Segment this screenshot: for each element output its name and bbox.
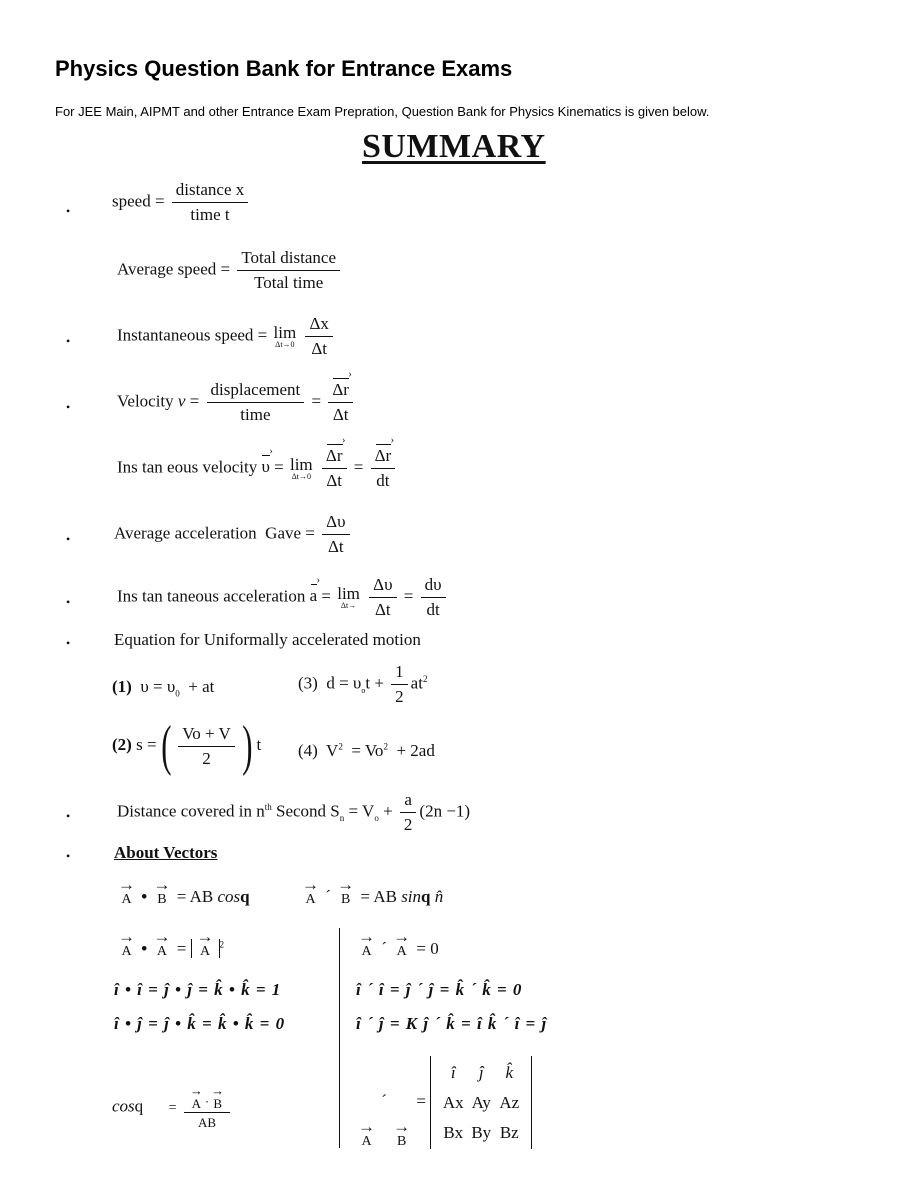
vector-a <box>118 928 135 959</box>
vector-r: Δr › <box>375 446 392 466</box>
arrow-icon: → <box>118 927 135 946</box>
denominator: dt <box>426 600 440 619</box>
fraction <box>322 512 349 557</box>
matrix-cell: Az <box>499 1092 520 1112</box>
vector-b <box>337 876 354 907</box>
vector-b <box>393 1118 410 1149</box>
formula-average-acceleration <box>114 512 353 557</box>
denominator: Δt <box>326 471 343 490</box>
arrow-icon: → <box>153 875 171 894</box>
matrix-cell: Bx <box>443 1122 464 1142</box>
arrow-icon: → <box>118 875 135 894</box>
numerator: 1 <box>391 662 408 685</box>
vector-r: Δr › <box>326 446 343 466</box>
equals: = <box>274 457 284 477</box>
equation-number: (2) <box>112 734 132 754</box>
numerator <box>328 380 353 403</box>
equals: = <box>176 939 187 958</box>
function-name: cos <box>112 1096 135 1116</box>
equation-rhs: = AB <box>360 887 397 906</box>
velocity-symbol: υ › <box>261 457 269 477</box>
formula-label-2: Second S <box>276 801 340 821</box>
limit <box>337 585 360 610</box>
matrix-cell: Bz <box>499 1122 519 1142</box>
equation-4 <box>298 741 435 761</box>
numerator: Δυ <box>369 575 396 598</box>
unit-normal: n̂ <box>434 887 444 906</box>
formula-speed <box>112 180 251 225</box>
dot-operator: • <box>141 939 148 958</box>
equation-rhs: t <box>256 734 262 754</box>
equation-lhs: V <box>326 741 339 760</box>
denominator: Δt <box>327 537 344 556</box>
subscript: o <box>374 812 379 823</box>
vector-letter: A <box>156 944 168 959</box>
dot-operator: • <box>141 887 148 906</box>
superscript: 2 <box>219 939 225 950</box>
formula-average-speed <box>117 248 343 293</box>
unit-cross-same: î ´ î = ĵ ´ ĵ = k̂ ´ k̂ = 0 <box>356 980 522 999</box>
vector-letter: B <box>157 892 167 907</box>
numerator: Δx <box>305 314 332 337</box>
formula-label: Average speed = <box>117 259 231 279</box>
numerator <box>184 1084 230 1113</box>
bullet: • <box>66 532 71 546</box>
subscript: o <box>361 685 366 695</box>
subscript: n <box>339 812 345 823</box>
bullet: • <box>66 849 71 863</box>
fraction <box>400 790 417 835</box>
numerator: a <box>400 790 417 813</box>
limit-text: lim <box>337 584 360 603</box>
arrow-icon: → <box>153 927 171 946</box>
arrow-icon: → <box>393 927 411 946</box>
cross-operator: ´ <box>381 939 387 958</box>
matrix-cell: k̂ <box>505 1063 514 1082</box>
denominator: 2 <box>395 687 404 706</box>
column-divider <box>339 928 340 1148</box>
denominator: dt <box>376 471 390 490</box>
uniform-motion-heading: Equation for Uniformally accelerated motion <box>114 630 421 649</box>
equation-3 <box>298 662 427 707</box>
vector-letter: B <box>397 1134 407 1150</box>
vector-a <box>190 1084 203 1110</box>
vector-letter: A <box>199 944 211 959</box>
vector-a <box>118 876 135 907</box>
arrow-icon: → <box>211 1083 225 1098</box>
vectors-heading: About Vectors <box>114 843 218 862</box>
subscript: 0 <box>175 688 180 699</box>
equals: = <box>168 1100 177 1116</box>
denominator: time <box>240 405 271 424</box>
equation-1 <box>112 677 214 698</box>
formula-nth-second <box>117 790 470 835</box>
vector-a <box>197 928 214 959</box>
numerator: dυ <box>421 575 446 598</box>
arrow-icon: → <box>302 875 319 894</box>
formula-label: Instantaneous speed = <box>117 325 268 345</box>
formula-label: speed = <box>112 191 165 211</box>
left-paren-icon: ( <box>160 715 171 777</box>
superscript: th <box>264 801 272 812</box>
page-subtitle: For JEE Main, AIPMT and other Entrance Exam Prepration, Question Bank for Physics Kinematics is given below. <box>55 104 710 119</box>
vector-a <box>153 928 170 959</box>
equals: = <box>311 391 322 411</box>
equation-2 <box>112 715 262 777</box>
unit-dot-same: î • î = ĵ • ĵ = k̂ • k̂ = 1 <box>114 980 281 999</box>
equation-rhs: + at <box>188 677 215 696</box>
equation-lhs: d = υ <box>326 673 362 693</box>
equals: = V <box>348 801 375 821</box>
arrow-icon: → <box>358 1117 375 1137</box>
vector-letter: A <box>396 944 407 959</box>
vector-a <box>302 876 319 907</box>
function-name: cos <box>217 887 241 906</box>
denominator: Δt <box>311 339 327 358</box>
numerator: distance x <box>172 180 248 203</box>
vector-letter: A <box>305 892 316 907</box>
vector-a <box>358 1118 375 1149</box>
equals: = <box>403 586 414 606</box>
matrix-cell: By <box>471 1122 492 1142</box>
fraction <box>305 314 332 359</box>
unit-cross-different: î ´ ĵ = K ĵ ´ k̂ = î k̂ ´ î = ĵ <box>356 1014 547 1033</box>
vector-r: Δr › <box>332 380 349 400</box>
limit <box>274 324 297 349</box>
denominator: 2 <box>202 748 211 768</box>
fraction <box>421 575 446 620</box>
limit <box>290 456 313 481</box>
vector-letter: B <box>341 892 351 907</box>
vector-letter: A <box>121 944 132 959</box>
cross-operator: ´ <box>381 1091 387 1111</box>
formula-label: Ins tan eous velocity <box>117 457 258 477</box>
bullet: • <box>66 400 71 414</box>
formula-label: Velocity <box>117 391 174 411</box>
formula-instantaneous-velocity <box>117 446 398 491</box>
equals: = <box>353 457 364 477</box>
dot-operator: · <box>204 1094 210 1109</box>
vector-letter: A <box>361 1134 372 1150</box>
limit-text: lim <box>289 455 313 474</box>
bullet: • <box>66 334 71 348</box>
angle-symbol: q <box>421 887 431 906</box>
bullet: • <box>66 595 71 609</box>
right-paren-icon: ) <box>242 715 253 777</box>
bullet: • <box>66 636 71 650</box>
denominator: time t <box>190 205 230 224</box>
denominator: Δt <box>374 600 391 619</box>
equals: = <box>189 391 200 411</box>
acceleration-symbol: Gave = <box>265 523 315 543</box>
matrix-cell: Ay <box>471 1092 491 1112</box>
vector-a <box>358 928 375 959</box>
cross-operator: ´ <box>325 887 331 906</box>
superscript: 2 <box>383 741 388 752</box>
superscript: 2 <box>338 741 343 752</box>
page-title: Physics Question Bank for Entrance Exams <box>55 56 513 81</box>
formula-velocity <box>117 380 356 425</box>
vector-letter: A <box>191 1096 202 1111</box>
plus: + <box>383 801 393 821</box>
equation-mid: = Vo <box>351 741 384 760</box>
magnitude <box>191 927 220 959</box>
matrix-cell: ĵ <box>478 1063 484 1082</box>
numerator: Δυ <box>322 512 349 535</box>
equation-lhs: υ = υ <box>140 677 176 696</box>
fraction <box>371 446 396 491</box>
time-term: t + <box>365 673 384 693</box>
cross-determinant <box>356 1056 532 1149</box>
fraction <box>237 248 340 293</box>
equation-rhs: at <box>410 673 423 693</box>
fraction <box>184 1084 230 1131</box>
formula-label: Distance covered in n <box>117 801 265 821</box>
arrow-icon: → <box>337 875 355 894</box>
unit-dot-different: î • ĵ = ĵ • k̂ = k̂ • k̂ = 0 <box>114 1014 285 1033</box>
equation-rhs: + 2ad <box>396 741 435 760</box>
arrow-icon: → <box>393 1117 411 1137</box>
formula-label: Ins tan taneous acceleration <box>117 586 306 606</box>
fraction <box>207 380 305 425</box>
vector-b <box>153 876 170 907</box>
equation-rhs: = AB <box>176 887 214 906</box>
formula-instantaneous-speed <box>117 314 336 359</box>
determinant-matrix <box>430 1056 532 1149</box>
numerator <box>371 446 396 469</box>
arrow-icon: → <box>196 927 214 946</box>
numerator: Total distance <box>237 248 340 271</box>
vector-letter: A <box>361 944 372 959</box>
numerator: Vo + V <box>178 724 235 747</box>
formula-label: Average acceleration <box>114 523 257 543</box>
numerator: displacement <box>207 380 305 403</box>
fraction <box>322 446 347 491</box>
fraction <box>178 724 235 769</box>
equals: = <box>416 1091 427 1111</box>
denominator: Total time <box>254 273 324 292</box>
equation-rhs: = 0 <box>416 939 439 958</box>
denominator: 2 <box>403 815 413 834</box>
formula-instantaneous-acceleration <box>117 575 449 620</box>
angle-symbol: q <box>240 887 250 906</box>
angle-symbol: q <box>134 1096 144 1116</box>
arrow-icon: → <box>358 927 375 946</box>
fraction <box>369 575 396 620</box>
vector-b <box>211 1084 224 1110</box>
denominator: AB <box>197 1115 217 1130</box>
denominator: Δt <box>332 405 349 424</box>
limit-text: lim <box>273 323 297 342</box>
vector-letter: A <box>121 892 132 907</box>
acceleration-symbol: a › <box>310 586 318 606</box>
equation-lhs: s = <box>136 734 157 754</box>
superscript: 2 <box>422 673 428 684</box>
fraction <box>328 380 353 425</box>
cos-formula <box>112 1084 233 1131</box>
vector-dot-definition <box>116 876 250 907</box>
matrix-cell: î <box>450 1063 456 1082</box>
fraction <box>391 662 408 707</box>
vector-a <box>393 928 410 959</box>
equation-rhs: (2n −1) <box>419 801 471 821</box>
limit-subscript: Δt→ <box>340 601 357 610</box>
vector-letter: B <box>213 1096 222 1111</box>
equals: = <box>321 586 331 606</box>
equation-number: (4) <box>298 741 318 760</box>
equation-number: (1) <box>112 677 132 696</box>
vector-cross-definition <box>300 876 443 907</box>
fraction <box>172 180 248 225</box>
function-name: sin <box>401 887 422 906</box>
bullet: • <box>66 204 71 218</box>
numerator <box>322 446 347 469</box>
equation-number: (3) <box>298 673 318 693</box>
vector-self-dot <box>116 928 224 959</box>
arrow-icon: → <box>189 1083 203 1098</box>
limit-subscript: Δt→0 <box>291 472 311 481</box>
vector-self-cross <box>356 928 439 959</box>
velocity-symbol: v <box>177 391 186 411</box>
bullet: • <box>66 809 71 823</box>
summary-heading: SUMMARY <box>362 128 546 165</box>
limit-subscript: Δt→0 <box>275 340 295 349</box>
matrix-cell: Ax <box>442 1092 464 1112</box>
